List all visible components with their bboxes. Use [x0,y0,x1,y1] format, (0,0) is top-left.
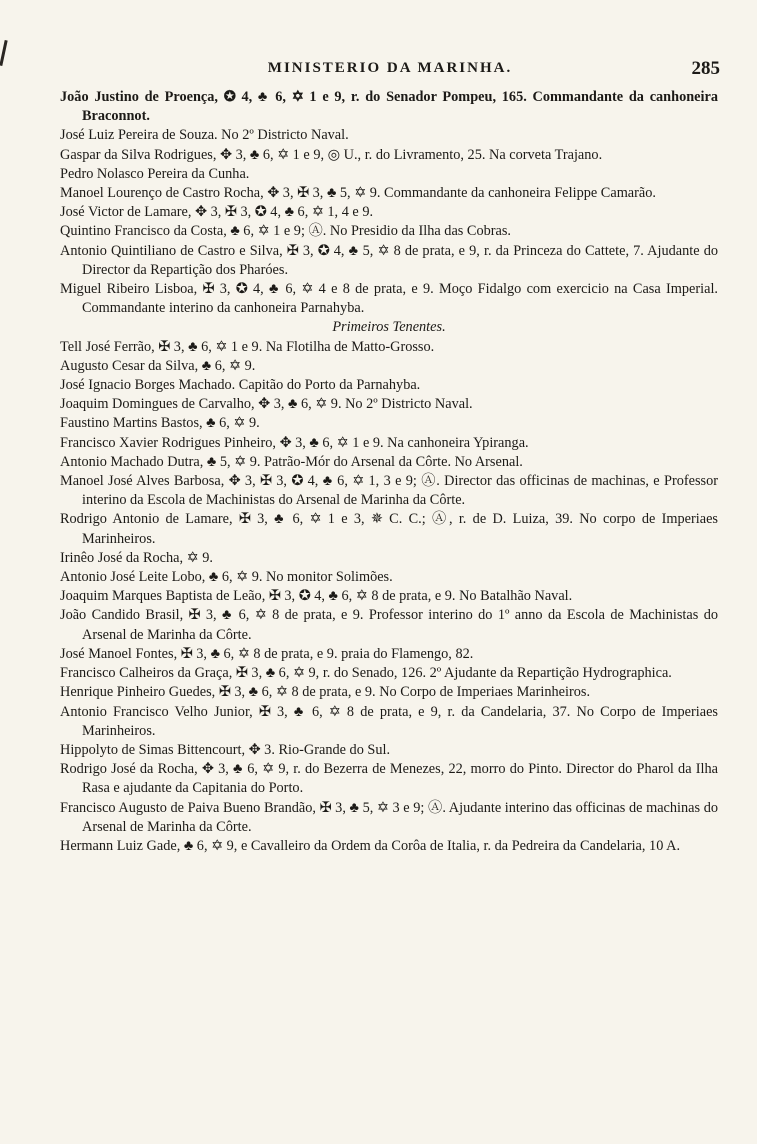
list-entry: Miguel Ribeiro Lisboa, ✠ 3, ✪ 4, ♣ 6, ✡ 4 e 8 de prata, e 9. Moço Fidalgo com exercicio na Casa Imperial. Commandante interino da canhoneira Parnahyba. [60,281,718,317]
running-head: MINISTERIO DA MARINHA. [267,60,513,76]
list-entry: Joaquim Marques Baptista de Leão, ✠ 3, ✪ 4, ♣ 6, ✡ 8 de prata, e 9. No Batalhão Naval. [60,588,573,605]
page-number: 285 [691,58,720,79]
list-entry: José Manoel Fontes, ✠ 3, ♣ 6, ✡ 8 de prata, e 9. praia do Flamengo, 82. [60,645,474,662]
list-entry: Pedro Nolasco Pereira da Cunha. [60,165,250,182]
list-entry: Antonio Francisco Velho Junior, ✠ 3, ♣ 6, ✡ 8 de prata, e 9, r. da Candelaria, 37. No Corpo de Imperiaes Marinheiros. [60,703,718,739]
list-entry: Antonio Machado Dutra, ♣ 5, ✡ 9. Patrão-Mór do Arsenal da Côrte. No Arsenal. [60,453,523,470]
section-title: Primeiros Tenentes. [332,319,446,336]
list-entry: Hermann Luiz Gade, ♣ 6, ✡ 9, e Cavalleiro da Ordem da Corôa de Italia, r. da Pedreira da Candelaria, 10 A. [60,837,681,854]
list-entry: José Luiz Pereira de Souza. No 2º Districto Naval. [60,127,349,144]
list-entry: Gaspar da Silva Rodrigues, ✥ 3, ♣ 6, ✡ 1 e 9, ◎ U., r. do Livramento, 25. Na corveta Trajano. [60,146,603,163]
list-entry: João Candido Brasil, ✠ 3, ♣ 6, ✡ 8 de prata, e 9. Professor interino do 1º anno da Escola de Machinistas do Arsenal de Marinha da Côrte. [60,607,718,643]
list-entry: Rodrigo Antonio de Lamare, ✠ 3, ♣ 6, ✡ 1 e 3, ✵ C. C.; Ⓐ, r. de D. Luiza, 39. No corpo de Imperiaes Marinheiros. [60,511,718,547]
list-entry: Rodrigo José da Rocha, ✥ 3, ♣ 6, ✡ 9, r. do Bezerra de Menezes, 22, morro do Pinto. Director do Pharol da Ilha Rasa e ajudante da Capitania do Porto. [60,761,718,797]
list-entry: José Victor de Lamare, ✥ 3, ✠ 3, ✪ 4, ♣ 6, ✡ 1, 4 e 9. [60,204,374,221]
list-entry: João Justino de Proença, ✪ 4, ♣ 6, ✡ 1 e 9, r. do Senador Pompeu, 165. Commandante da canhoneira Braconnot. [60,89,718,125]
list-entry: Antonio José Leite Lobo, ♣ 6, ✡ 9. No monitor Solimões. [60,569,393,586]
list-entry: Francisco Xavier Rodrigues Pinheiro, ✥ 3, ♣ 6, ✡ 1 e 9. Na canhoneira Ypiranga. [60,434,529,451]
list-entry: Faustino Martins Bastos, ♣ 6, ✡ 9. [60,415,260,432]
entries-list [60,88,718,856]
list-entry: José Ignacio Borges Machado. Capitão do Porto da Parnahyba. [60,377,421,394]
list-entry: Manoel José Alves Barbosa, ✥ 3, ✠ 3, ✪ 4, ♣ 6, ✡ 1, 3 e 9; Ⓐ. Director das officinas de machinas, e Professor interino da Escola de Machinistas do Arsenal de Marinha da Côrte. [60,473,718,509]
list-entry: Quintino Francisco da Costa, ♣ 6, ✡ 1 e 9; Ⓐ. No Presidio da Ilha das Cobras. [60,223,512,240]
list-entry: Hippolyto de Simas Bittencourt, ✥ 3. Rio-Grande do Sul. [60,741,391,758]
list-entry: Henrique Pinheiro Guedes, ✠ 3, ♣ 6, ✡ 8 de prata, e 9. No Corpo de Imperiaes Marinheiros. [60,684,591,701]
list-entry: Joaquim Domingues de Carvalho, ✥ 3, ♣ 6, ✡ 9. No 2º Districto Naval. [60,396,473,413]
list-entry: Tell José Ferrão, ✠ 3, ♣ 6, ✡ 1 e 9. Na Flotilha de Matto-Grosso. [60,338,435,355]
list-entry: Augusto Cesar da Silva, ♣ 6, ✡ 9. [60,357,256,374]
list-entry: Francisco Calheiros da Graça, ✠ 3, ♣ 6, ✡ 9, r. do Senado, 126. 2º Ajudante da Repartição Hydrographica. [60,665,672,682]
page-header [60,60,720,84]
list-entry: Irinêo José da Rocha, ✡ 9. [60,549,213,566]
list-entry: Francisco Augusto de Paiva Bueno Brandão, ✠ 3, ♣ 5, ✡ 3 e 9; Ⓐ. Ajudante interino das officinas de machinas do Arsenal de Marinha da Côrte. [60,799,718,835]
list-entry: Manoel Lourenço de Castro Rocha, ✥ 3, ✠ 3, ♣ 5, ✡ 9. Commandante da canhoneira Felippe Camarão. [60,185,656,202]
margin-mark [0,40,8,66]
list-entry: Antonio Quintiliano de Castro e Silva, ✠ 3, ✪ 4, ♣ 5, ✡ 8 de prata, e 9, r. da Princeza do Cattete, 7. Ajudante do Director da Repartição dos Pharóes. [60,242,718,278]
